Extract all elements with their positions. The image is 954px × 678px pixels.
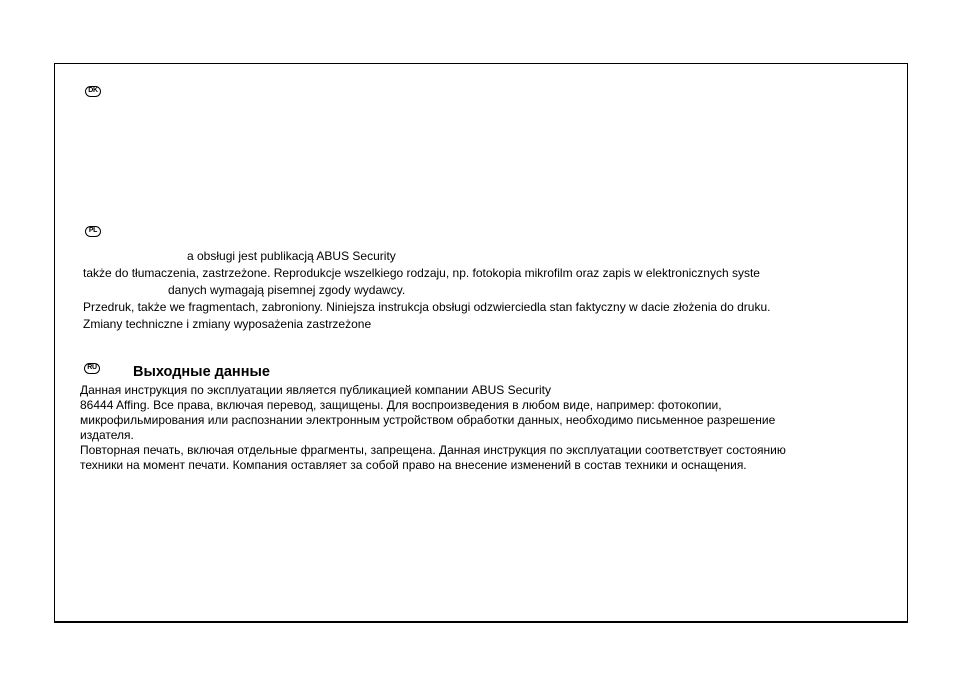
page-frame [54,63,908,623]
ru-text-line-4: издателя. [80,428,134,442]
pl-text-line-1: a obsługi jest publikacją ABUS Security [187,249,396,263]
pl-text-line-3: danych wymagają pisemnej zgody wydawcy. [168,283,406,297]
ru-text-line-3: микрофильмирования или распознании электронным устройством обработки данных, необходимо письменное разрешение [80,413,776,427]
pl-language-badge-icon: PL [85,226,101,237]
pl-text-line-5: Zmiany techniczne i zmiany wyposażenia zastrzeżone [83,317,372,331]
ru-language-badge-icon: RU [84,363,100,374]
ru-section-title: Выходные данные [133,364,270,380]
ru-text-line-6: техники на момент печати. Компания оставляет за собой право на внесение изменений в состав техники и оснащения. [80,458,747,472]
pl-text-line-4: Przedruk, także we fragmentach, zabroniony. Niniejsza instrukcja obsługi odzwierciedla stan faktyczny w dacie złożenia do druku. [83,300,771,314]
ru-text-line-2: 86444 Affing. Все права, включая перевод, защищены. Для воспроизведения в любом виде, например: фотокопии, [80,398,722,412]
pl-text-line-2: także do tłumaczenia, zastrzeżone. Reprodukcje wszelkiego rodzaju, np. fotokopia mikrofilm oraz zapis w elektronicznych syste [83,266,760,280]
ru-text-line-1: Данная инструкция по эксплуатации является публикацией компании ABUS Security [80,383,551,397]
ru-text-line-5: Повторная печать, включая отдельные фрагменты, запрещена. Данная инструкция по эксплуатации соответствует состоянию [80,443,786,457]
dk-language-badge-icon: DK [85,86,101,97]
